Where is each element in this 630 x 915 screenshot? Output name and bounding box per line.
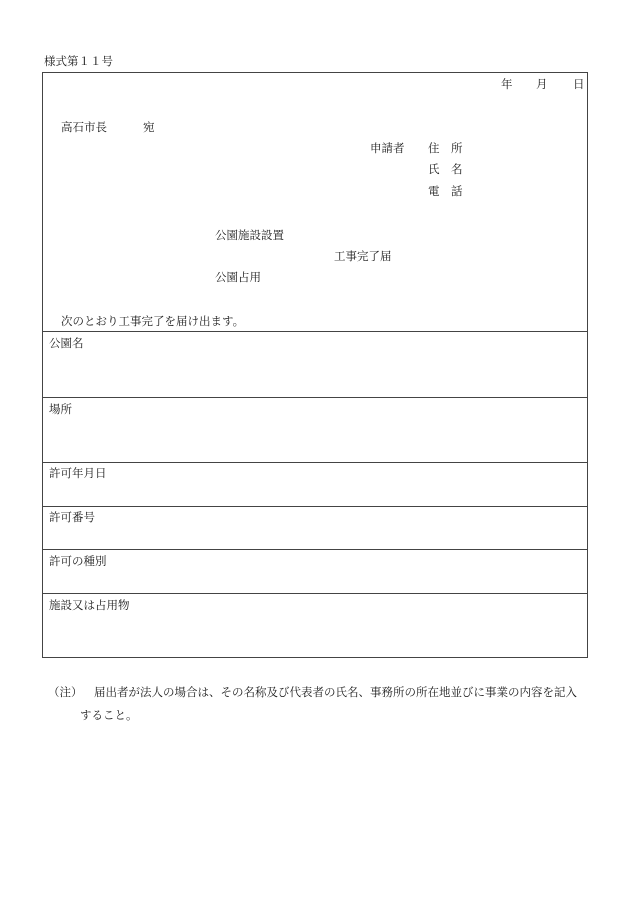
title-option-facility: 公園施設設置 bbox=[215, 228, 284, 242]
note-line-1: 届出者が法人の場合は、その名称及び代表者の氏名、事務所の所在地並びに事業の内容を記入 bbox=[94, 685, 577, 699]
date-year-label: 年 bbox=[501, 77, 513, 91]
row-label-permit-date: 許可年月日 bbox=[49, 466, 107, 480]
form-frame bbox=[42, 72, 588, 658]
applicant-label: 申請者 bbox=[370, 141, 405, 155]
row-label-location: 場所 bbox=[49, 402, 72, 416]
row-label-park-name: 公園名 bbox=[49, 336, 84, 350]
note-marker: （注） bbox=[48, 685, 83, 699]
recipient-suffix: 宛 bbox=[143, 120, 155, 134]
recipient-mayor: 高石市長 bbox=[61, 120, 107, 134]
date-day-label: 日 bbox=[573, 77, 585, 91]
row-label-permit-number: 許可番号 bbox=[49, 510, 95, 524]
title-option-occupancy: 公園占用 bbox=[215, 270, 261, 284]
row-divider bbox=[42, 331, 588, 332]
note-line-2: すること。 bbox=[80, 708, 138, 722]
form-number: 様式第１１号 bbox=[44, 54, 113, 68]
applicant-address-label: 住 所 bbox=[428, 141, 463, 155]
intro-text: 次のとおり工事完了を届け出ます。 bbox=[61, 314, 245, 328]
row-label-permit-type: 許可の種別 bbox=[49, 554, 107, 568]
row-label-facility-or-occupancy: 施設又は占用物 bbox=[49, 598, 130, 612]
row-divider bbox=[42, 506, 588, 507]
row-divider bbox=[42, 593, 588, 594]
form-title: 工事完了届 bbox=[334, 249, 392, 263]
applicant-phone-label: 電 話 bbox=[428, 184, 463, 198]
applicant-name-label: 氏 名 bbox=[428, 162, 463, 176]
row-divider bbox=[42, 397, 588, 398]
date-month-label: 月 bbox=[536, 77, 548, 91]
row-divider bbox=[42, 462, 588, 463]
row-divider bbox=[42, 549, 588, 550]
